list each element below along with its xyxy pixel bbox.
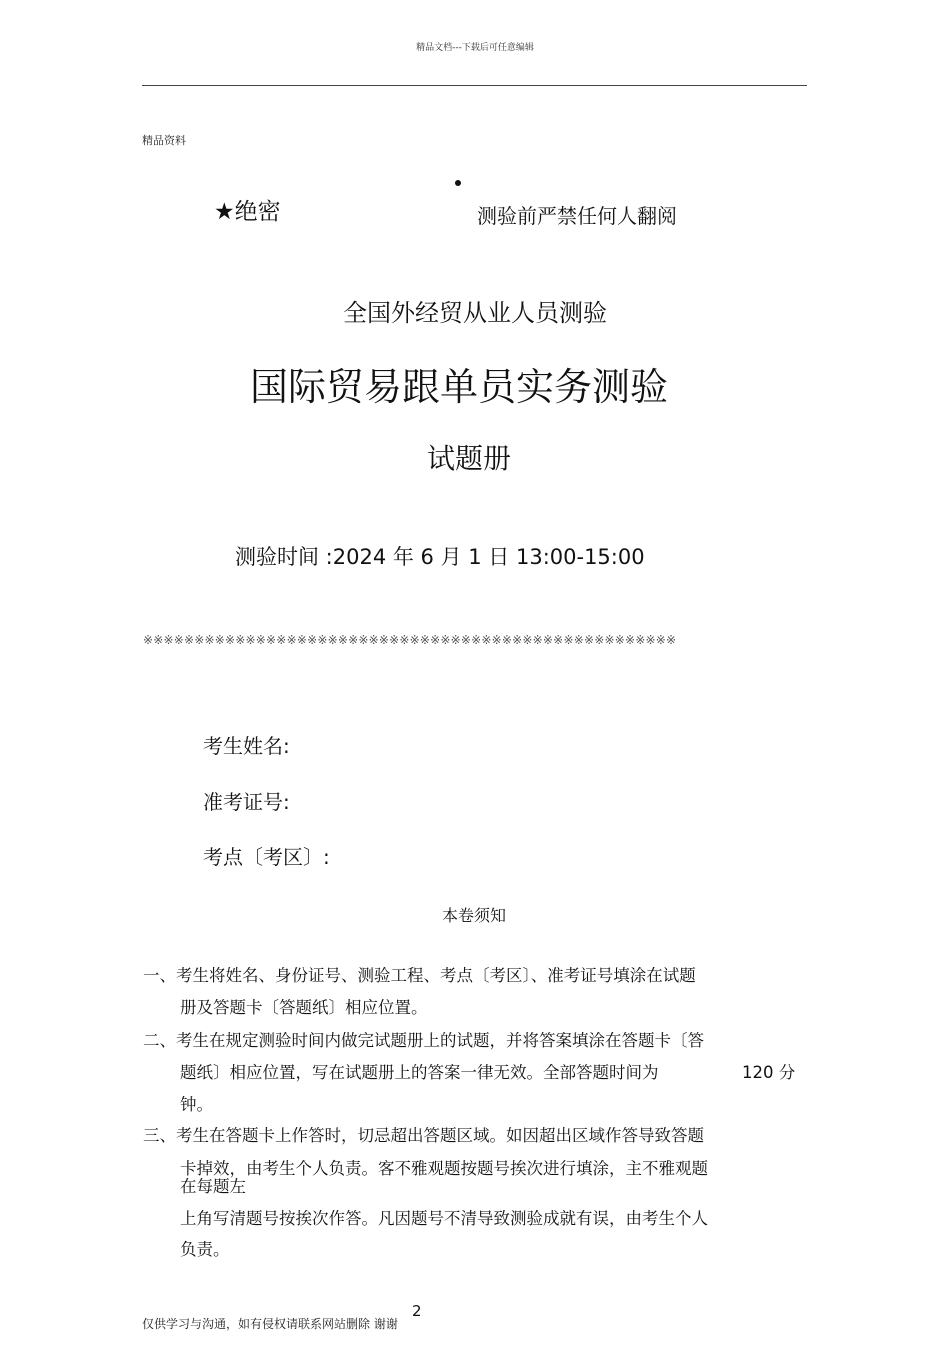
exam-site-field: 考点〔考区〕: — [203, 845, 330, 869]
header-note: 精品文档---下载后可任意编辑 — [416, 43, 534, 53]
header-divider — [142, 85, 807, 86]
star-divider: ※※※※※※※※※※※※※※※※※※※※※※※※※※※※※※※※※※※※※※※※※※※※※※※※※※※※ — [143, 633, 677, 647]
notice-line: 上角写清题号按挨次作答。凡因题号不清导致测验成就有误，由考生个人 — [180, 1209, 708, 1228]
notice-line: 卡掉效，由考生个人负责。客不雅观题按题号挨次进行填涂，主不雅观题 — [180, 1159, 708, 1178]
answer-duration: 120 分 — [742, 1063, 796, 1082]
notice-line: 负责。 — [180, 1240, 230, 1259]
candidate-name-field: 考生姓名: — [203, 734, 290, 758]
notice-line: 题纸〕相应位置，写在试题册上的答案一律无效。全部答题时间为 — [180, 1063, 659, 1082]
admission-number-field: 准考证号: — [203, 790, 290, 814]
no-flip-warning: 测验前严禁任何人翻阅 — [477, 204, 677, 228]
org-title: 全国外经贸从业人员测验 — [343, 299, 607, 327]
page-number: 2 — [412, 1302, 422, 1320]
notice-line: 册及答题卡〔答题纸〕相应位置。 — [180, 998, 428, 1017]
main-title: 国际贸易跟单员实务测验 — [249, 365, 668, 409]
notice-line: 在每题左 — [180, 1177, 246, 1196]
notice-line: 二、考生在规定测验时间内做完试题册上的试题，并将答案填涂在答题卡〔答 — [143, 1031, 704, 1050]
footer-note: 仅供学习与沟通，如有侵权请联系网站删除 谢谢 — [142, 1317, 398, 1331]
doc-label: 精品资料 — [142, 134, 186, 147]
sub-title: 试题册 — [426, 442, 511, 475]
notice-title: 本卷须知 — [441, 906, 506, 925]
exam-time: 测验时间 :2024 年 6 月 1 日 13:00-15:00 — [235, 545, 645, 569]
secret-mark: ★绝密 — [214, 199, 281, 225]
notice-line: 钟。 — [180, 1095, 213, 1114]
notice-line: 一、考生将姓名、身份证号、测验工程、考点〔考区〕、准考证号填涂在试题 — [143, 966, 696, 985]
notice-line: 三、考生在答题卡上作答时，切忌超出答题区域。如因超出区域作答导致答题 — [143, 1126, 704, 1145]
bullet-dot — [455, 180, 461, 186]
